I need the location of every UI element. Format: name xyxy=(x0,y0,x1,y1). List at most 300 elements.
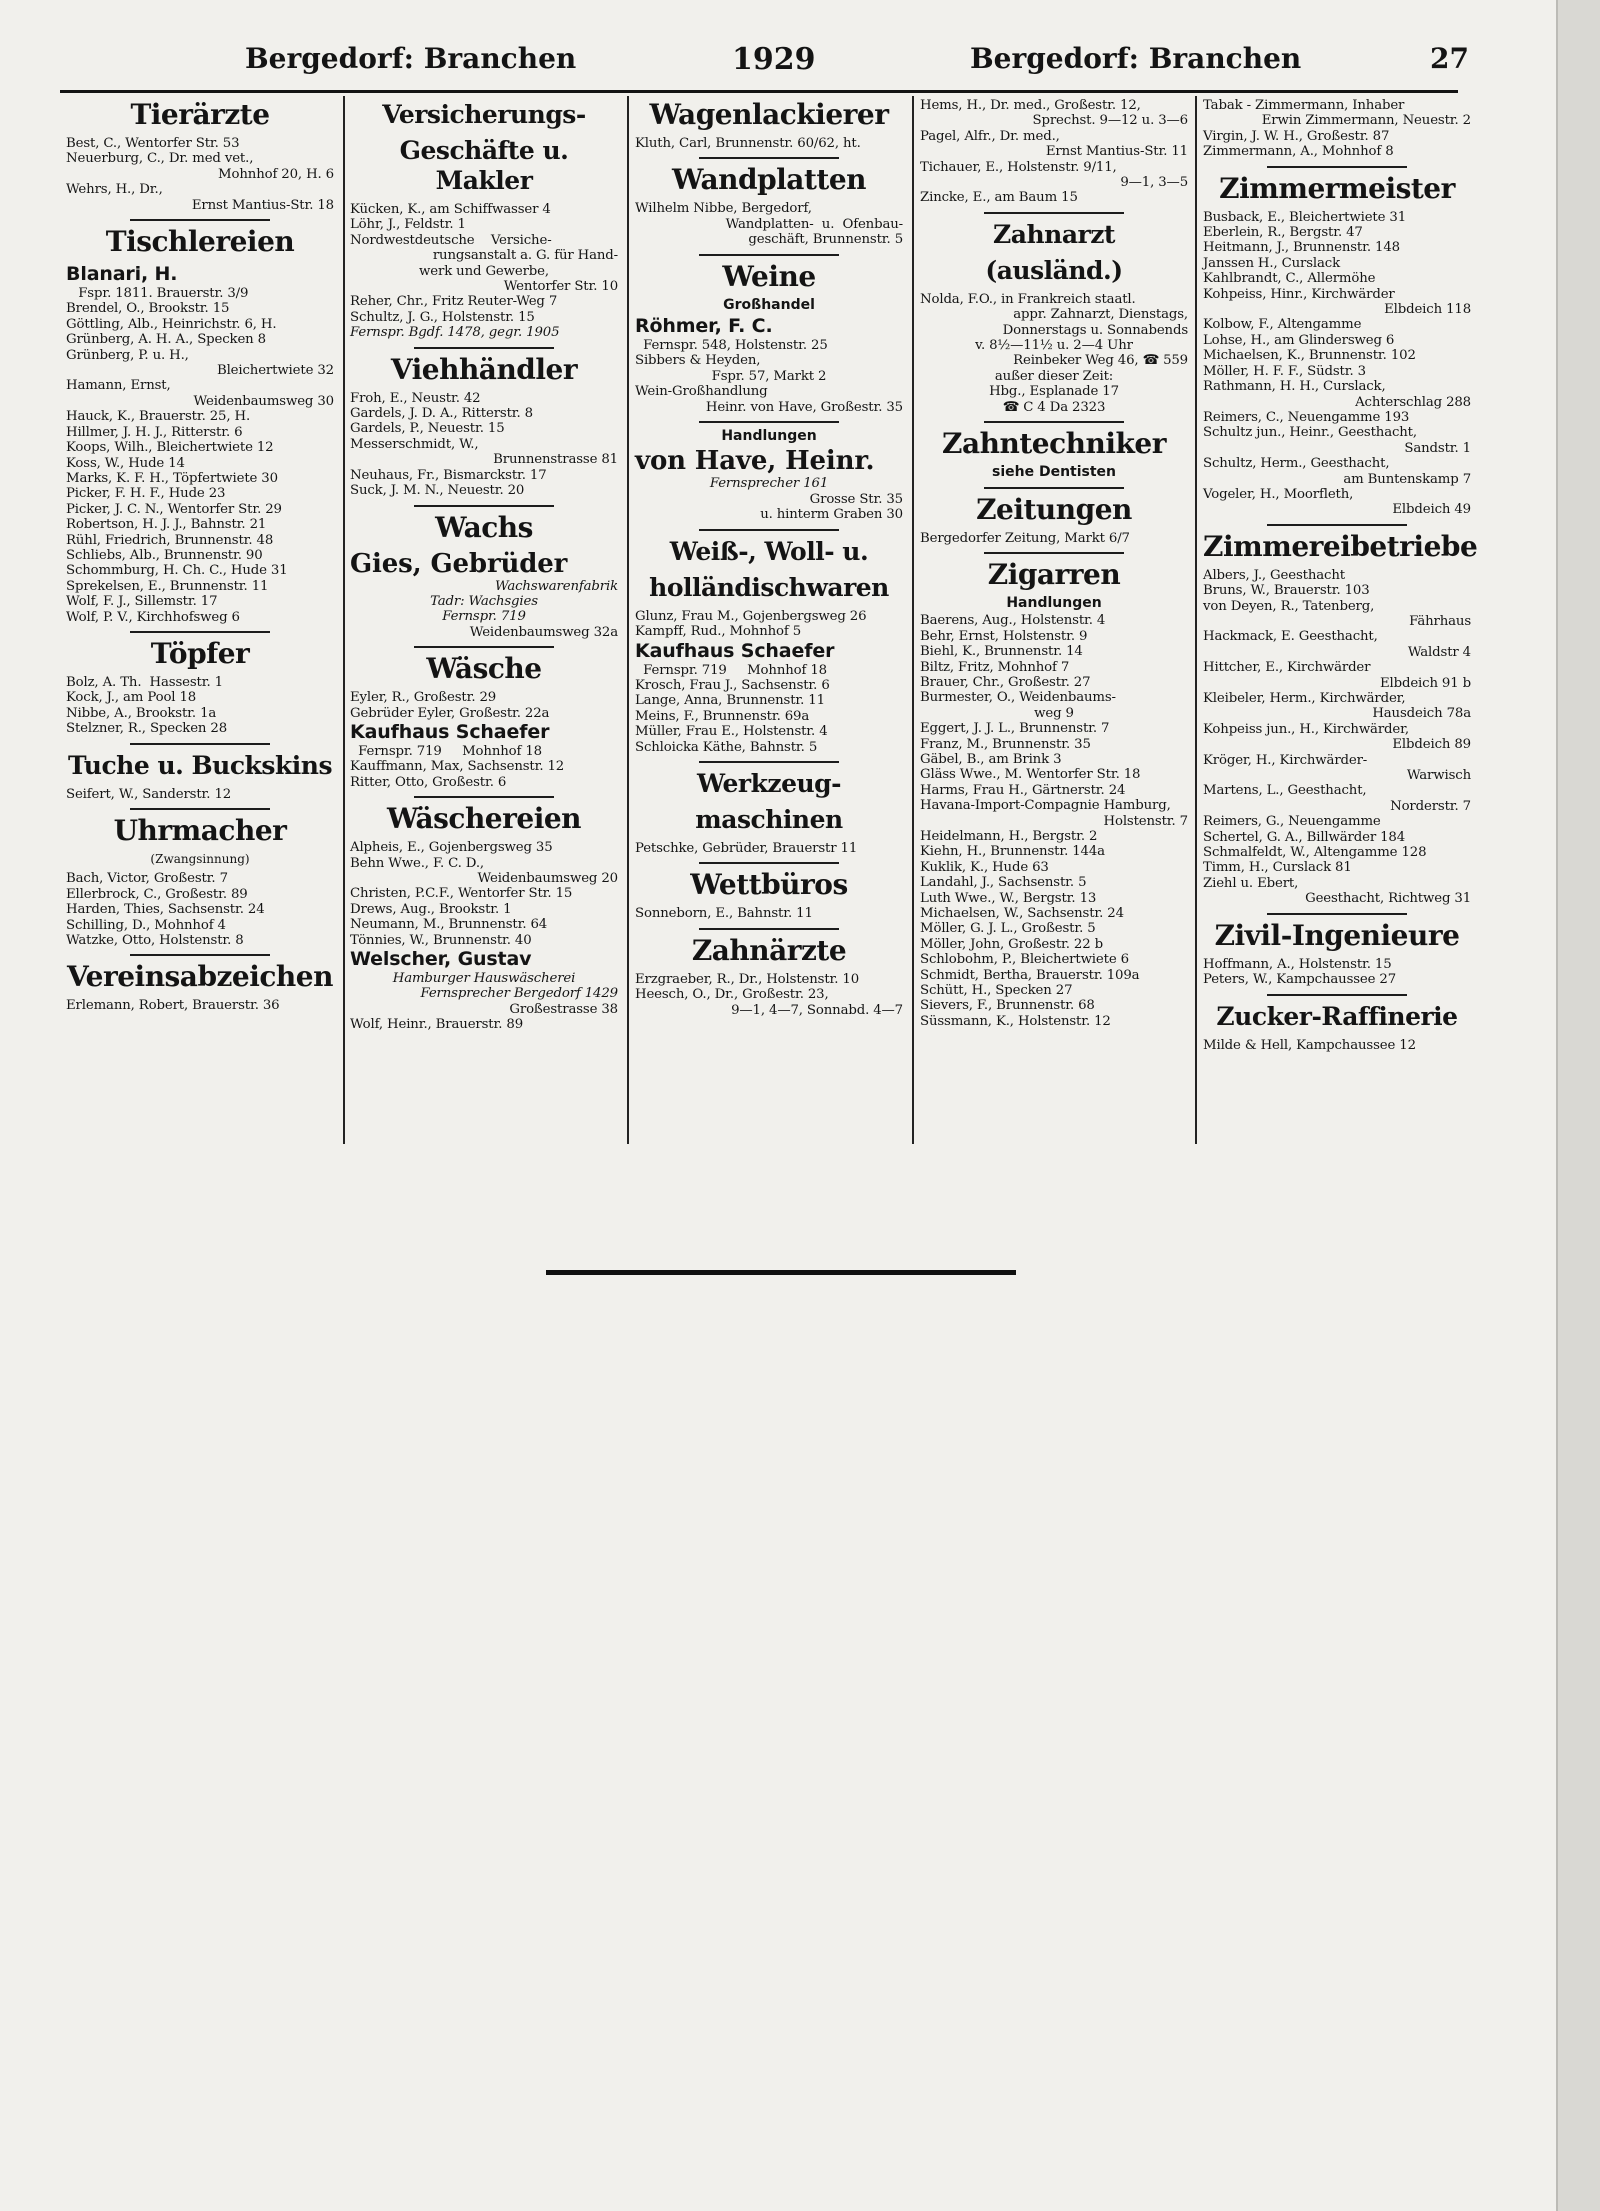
directory-entry: Fernspr. 548, Holstenstr. 25 xyxy=(635,338,828,354)
directory-entry: von Deyen, R., Tatenberg, xyxy=(1203,598,1375,614)
section-rule xyxy=(699,928,839,930)
directory-entry: Martens, L., Geesthacht, xyxy=(1203,783,1367,799)
directory-entry: Koss, W., Hude 14 xyxy=(66,455,185,471)
directory-entry: von Have, Heinr. xyxy=(635,446,875,477)
section-heading: Wachs xyxy=(435,510,533,544)
directory-entry: Kock, J., am Pool 18 xyxy=(66,690,197,706)
directory-entry: Janssen H., Curslack xyxy=(1203,255,1341,271)
section xyxy=(1203,171,1471,518)
section-subheading: Handlungen xyxy=(721,428,817,445)
directory-entry: Schertel, G. A., Billwärder 184 xyxy=(1203,829,1406,845)
directory-entry: Gies, Gebrüder xyxy=(350,548,568,579)
directory-entry: außer dieser Zeit: xyxy=(994,368,1114,384)
section xyxy=(1203,98,1471,160)
directory-entry: Kröger, H., Kirchwärder- xyxy=(1203,752,1368,768)
directory-entry: Tönnies, W., Brunnenstr. 40 xyxy=(350,932,532,948)
section-rule xyxy=(414,347,554,349)
page-header xyxy=(60,38,1469,82)
directory-entry: Schlobohm, P., Bleichertwiete 6 xyxy=(920,952,1129,968)
directory-entry: Bolz, A. Th. Hassestr. 1 xyxy=(66,674,223,690)
directory-entry: Nolda, F.O., in Frankreich staatl. xyxy=(920,291,1136,307)
section-subheading: Handlungen xyxy=(1006,594,1102,611)
directory-entry: Kohpeiss jun., H., Kirchwärder, xyxy=(1203,721,1409,737)
directory-entry: Ziehl u. Ebert, xyxy=(1203,875,1299,891)
directory-entry: Bruns, W., Brauerstr. 103 xyxy=(1203,583,1370,599)
directory-entry: rungsanstalt a. G. für Hand- xyxy=(432,248,618,264)
section-heading: Töpfer xyxy=(150,636,250,670)
directory-entry: Lohse, H., am Glindersweg 6 xyxy=(1203,332,1395,348)
directory-entry: Zimmermann, A., Mohnhof 8 xyxy=(1203,144,1394,160)
directory-entry: Kahlbrandt, C., Allermöhe xyxy=(1203,271,1376,287)
directory-entry: Röhmer, F. C. xyxy=(635,315,773,338)
section-heading: Zeitungen xyxy=(976,492,1132,526)
column-divider xyxy=(343,96,345,1144)
directory-entry: Wolf, Heinr., Brauerstr. 89 xyxy=(350,1017,524,1033)
section-heading: Zahnarzt xyxy=(993,219,1115,249)
header-year: 1929 xyxy=(732,42,816,77)
directory-column-2 xyxy=(350,98,618,1033)
section-heading: maschinen xyxy=(695,804,843,834)
page-number: 27 xyxy=(1430,42,1469,75)
section xyxy=(350,510,618,641)
section xyxy=(635,259,903,415)
directory-entry: Kücken, K., am Schiffwasser 4 xyxy=(350,202,551,217)
page-edge xyxy=(1556,0,1600,2211)
directory-entry: Watzke, Otto, Holstenstr. 8 xyxy=(66,933,244,949)
directory-entry: Michaelsen, W., Sachsenstr. 24 xyxy=(920,906,1124,922)
closing-rule xyxy=(546,1270,1016,1275)
section-heading: Zucker-Raffinerie xyxy=(1216,1001,1458,1031)
directory-entry: Biltz, Fritz, Mohnhof 7 xyxy=(920,659,1070,675)
directory-entry: Gardels, J. D. A., Ritterstr. 8 xyxy=(350,406,533,422)
directory-entry: Seifert, W., Sanderstr. 12 xyxy=(66,786,232,802)
directory-entry: Luth Wwe., W., Bergstr. 13 xyxy=(920,890,1097,906)
directory-entry: 9—1, 4—7, Sonnabd. 4—7 xyxy=(731,1002,903,1018)
directory-entry: Sandstr. 1 xyxy=(1404,440,1471,456)
section-rule xyxy=(984,421,1124,423)
section-heading: (ausländ.) xyxy=(985,255,1123,285)
section xyxy=(66,962,334,1013)
directory-entry: Donnerstags u. Sonnabends xyxy=(1002,322,1188,338)
section xyxy=(920,492,1188,546)
directory-entry: werk und Gewerbe, xyxy=(419,263,549,279)
directory-entry: Best, C., Wentorfer Str. 53 xyxy=(66,136,240,151)
directory-entry: Krosch, Frau J., Sachsenstr. 6 xyxy=(635,677,830,693)
directory-entry: Busback, E., Bleichertwiete 31 xyxy=(1203,209,1407,225)
directory-entry: Tichauer, E., Holstenstr. 9/11, xyxy=(920,159,1117,175)
directory-entry: weg 9 xyxy=(1034,705,1074,721)
section xyxy=(920,98,1188,206)
header-right-title: Bergedorf: Branchen xyxy=(970,42,1302,75)
directory-entry: Brunnenstrasse 81 xyxy=(493,452,618,468)
directory-entry: Bleichertwiete 32 xyxy=(216,363,334,379)
directory-entry: Erwin Zimmermann, Neuestr. 2 xyxy=(1261,113,1471,129)
directory-entry: Fernsprecher Bergedorf 1429 xyxy=(420,986,618,1002)
directory-entry: Peters, W., Kampchaussee 27 xyxy=(1203,972,1397,988)
directory-entry: Schloicka Käthe, Bahnstr. 5 xyxy=(635,739,818,755)
directory-entry: Hillmer, J. H. J., Ritterstr. 6 xyxy=(66,424,243,440)
directory-entry: Vogeler, H., Moorfleth, xyxy=(1203,486,1354,502)
directory-entry: Schütt, H., Specken 27 xyxy=(920,983,1073,999)
directory-entry: Hems, H., Dr. med., Großestr. 12, xyxy=(920,98,1141,113)
directory-entry: Hamburger Hauswäscherei xyxy=(392,971,576,986)
directory-entry: Glunz, Frau M., Gojenbergsweg 26 xyxy=(635,608,867,624)
directory-entry: Schultz, Herm., Geesthacht, xyxy=(1203,456,1390,472)
directory-entry: Wolf, F. J., Sillemstr. 17 xyxy=(66,594,218,610)
directory-entry: Harden, Thies, Sachsenstr. 24 xyxy=(66,902,265,918)
directory-entry: Fernspr. 719 Mohnhof 18 xyxy=(350,743,542,759)
section xyxy=(635,537,903,755)
directory-entry: Fernsprecher 161 xyxy=(709,476,829,492)
section xyxy=(350,654,618,790)
section-rule xyxy=(699,761,839,763)
column-divider xyxy=(912,96,914,1144)
directory-entry: Eyler, R., Großestr. 29 xyxy=(350,690,497,706)
directory-entry: Blanari, H. xyxy=(66,263,178,286)
directory-entry: Havana-Import-Compagnie Hamburg, xyxy=(920,798,1171,814)
directory-entry: Stelzner, R., Specken 28 xyxy=(66,721,228,737)
column-divider xyxy=(627,96,629,1144)
section-heading: Wäschereien xyxy=(386,802,581,836)
directory-entry: Gäbel, B., am Brink 3 xyxy=(920,751,1062,767)
section-rule xyxy=(1267,994,1407,996)
directory-entry: Baerens, Aug., Holstenstr. 4 xyxy=(920,613,1106,629)
directory-entry: Schmalfeldt, W., Altengamme 128 xyxy=(1203,845,1427,861)
directory-entry: Eggert, J. J. L., Brunnenstr. 7 xyxy=(920,721,1110,737)
section-heading: Versicherungs- xyxy=(382,100,586,129)
section-rule xyxy=(699,529,839,531)
directory-entry: Tabak - Zimmermann, Inhaber xyxy=(1203,98,1405,113)
directory-entry: Ernst Mantius-Str. 18 xyxy=(191,197,334,213)
section-rule xyxy=(984,212,1124,214)
directory-column-1 xyxy=(66,98,334,1014)
section xyxy=(635,870,903,921)
directory-entry: Alpheis, E., Gojenbergsweg 35 xyxy=(350,840,553,856)
directory-entry: Kohpeiss, Hinr., Kirchwärder xyxy=(1203,286,1395,302)
directory-entry: Timm, H., Curslack 81 xyxy=(1203,860,1352,876)
directory-entry: Fspr. 57, Markt 2 xyxy=(711,368,827,384)
column-divider xyxy=(1195,96,1197,1144)
directory-entry: Zincke, E., am Baum 15 xyxy=(920,190,1078,206)
section-rule xyxy=(130,219,270,221)
directory-entry: 9—1, 3—5 xyxy=(1120,175,1188,191)
directory-entry: ☎ C 4 Da 2323 xyxy=(1002,399,1106,415)
directory-entry: Reimers, G., Neuengamme xyxy=(1203,814,1381,830)
section xyxy=(635,100,903,151)
directory-entry: Erlemann, Robert, Brauerstr. 36 xyxy=(66,998,280,1014)
directory-entry: Fernspr. Bgdf. 1478, gegr. 1905 xyxy=(350,325,560,341)
directory-entry: Göttling, Alb., Heinrichstr. 6, H. xyxy=(66,316,277,332)
directory-entry: Hausdeich 78a xyxy=(1372,706,1471,722)
directory-entry: Schultz, J. G., Holstenstr. 15 xyxy=(350,309,535,325)
directory-entry: Großestrasse 38 xyxy=(509,1001,618,1017)
directory-entry: Heitmann, J., Brunnenstr. 148 xyxy=(1203,240,1400,256)
directory-entry: Schmidt, Bertha, Brauerstr. 109a xyxy=(920,967,1140,983)
directory-entry: Harms, Frau H., Gärtnerstr. 24 xyxy=(920,782,1126,798)
directory-entry: Hoffmann, A., Holstenstr. 15 xyxy=(1203,956,1392,972)
directory-entry: Virgin, J. W. H., Großestr. 87 xyxy=(1203,128,1390,144)
directory-entry: Brendel, O., Brookstr. 15 xyxy=(66,301,230,317)
section-rule xyxy=(414,646,554,648)
directory-entry: Elbdeich 91 b xyxy=(1379,675,1471,691)
directory-entry: Geesthacht, Richtweg 31 xyxy=(1305,891,1471,907)
directory-entry: Süssmann, K., Holstenstr. 12 xyxy=(920,1013,1111,1029)
section-rule xyxy=(699,254,839,256)
directory-entry: Gardels, P., Neuestr. 15 xyxy=(350,421,505,437)
directory-entry: Grünberg, A. H. A., Specken 8 xyxy=(66,332,266,348)
directory-entry: Brauer, Chr., Großestr. 27 xyxy=(920,674,1091,690)
directory-entry: Heidelmann, H., Bergstr. 2 xyxy=(920,829,1098,844)
section-rule xyxy=(414,505,554,507)
section-heading: Zahntechniker xyxy=(942,427,1166,461)
directory-entry: Grünberg, P. u. H., xyxy=(66,347,189,363)
section-rule xyxy=(414,796,554,798)
directory-entry: Reher, Chr., Fritz Reuter-Weg 7 xyxy=(350,294,558,310)
directory-entry: Mohnhof 20, H. 6 xyxy=(218,166,334,182)
section-heading: Geschäfte u. Makler xyxy=(399,136,569,195)
section xyxy=(350,352,618,499)
directory-entry: Möller, H. F. F., Südstr. 3 xyxy=(1203,363,1366,379)
directory-entry: Nibbe, A., Brookstr. 1a xyxy=(66,705,217,721)
section xyxy=(66,100,334,213)
directory-entry: u. hinterm Graben 30 xyxy=(760,507,903,523)
section-rule xyxy=(1267,913,1407,915)
directory-entry: v. 8½—11½ u. 2—4 Uhr xyxy=(975,338,1133,354)
directory-entry: Rühl, Friedrich, Brunnenstr. 48 xyxy=(66,532,274,548)
section xyxy=(920,429,1188,480)
section-heading: Viehhändler xyxy=(390,352,578,386)
directory-entry: Wein-Großhandlung xyxy=(635,384,768,400)
directory-entry: Wehrs, H., Dr., xyxy=(66,182,163,198)
directory-entry: Fspr. 1811. Brauerstr. 3/9 xyxy=(66,286,249,302)
section-heading: Zivil-Ingenieure xyxy=(1214,918,1460,952)
section-rule xyxy=(1267,524,1407,526)
section-heading: Zimmermeister xyxy=(1219,171,1455,205)
directory-entry: Messerschmidt, W., xyxy=(350,436,479,452)
directory-entry: Warwisch xyxy=(1406,768,1471,784)
directory-entry: Sonneborn, E., Bahnstr. 11 xyxy=(635,906,813,922)
section xyxy=(1203,529,1478,907)
directory-entry: Neumann, M., Brunnenstr. 64 xyxy=(350,917,548,933)
directory-entry: Neuerburg, C., Dr. med vet., xyxy=(66,151,254,167)
directory-entry: Heesch, O., Dr., Großestr. 23, xyxy=(635,987,829,1003)
header-left-title: Bergedorf: Branchen xyxy=(245,42,577,75)
section-rule xyxy=(1267,166,1407,168)
section xyxy=(635,933,903,1018)
directory-entry: Ellerbrock, C., Großestr. 89 xyxy=(66,886,248,902)
section-heading: Vereinsabzeichen xyxy=(67,960,333,994)
directory-entry: Behn Wwe., F. C. D., xyxy=(350,855,484,871)
directory-entry: Reimers, C., Neuengamme 193 xyxy=(1203,409,1410,425)
section-heading: holländischwaren xyxy=(649,572,889,602)
section xyxy=(635,769,903,856)
directory-entry: Achterschlag 288 xyxy=(1355,394,1471,410)
section-rule xyxy=(130,954,270,956)
directory-entry: Eberlein, R., Bergstr. 47 xyxy=(1203,225,1363,241)
directory-entry: Burmester, O., Weidenbaums- xyxy=(920,690,1116,706)
directory-entry: Pagel, Alfr., Dr. med., xyxy=(920,128,1060,144)
directory-entry: Löhr, J., Feldstr. 1 xyxy=(350,217,466,233)
directory-entry: Michaelsen, K., Brunnenstr. 102 xyxy=(1203,348,1416,364)
section-rule xyxy=(699,421,839,423)
directory-entry: Kiehn, H., Brunnenstr. 144a xyxy=(920,844,1105,860)
directory-entry: Behr, Ernst, Holstenstr. 9 xyxy=(920,628,1088,644)
directory-entry: Marks, K. F. H., Töpfertwiete 30 xyxy=(66,470,278,486)
directory-entry: Tadr: Wachsgies xyxy=(430,593,538,609)
directory-entry: Picker, F. H. F., Hude 23 xyxy=(66,486,226,502)
directory-entry: Schliebs, Alb., Brunnenstr. 90 xyxy=(66,547,263,563)
directory-entry: Elbdeich 118 xyxy=(1384,302,1471,318)
directory-entry: Kaufhaus Schaefer xyxy=(635,639,835,662)
directory-entry: Hackmack, E. Geesthacht, xyxy=(1203,629,1378,645)
directory-entry: Kauffmann, Max, Sachsenstr. 12 xyxy=(350,759,565,775)
directory-entry: geschäft, Brunnenstr. 5 xyxy=(748,232,903,248)
section xyxy=(1203,918,1471,988)
section-heading: Wagenlackierer xyxy=(649,98,889,131)
directory-entry: Sievers, F., Brunnenstr. 68 xyxy=(920,998,1095,1014)
section-heading: Tuche u. Buckskins xyxy=(67,750,333,780)
directory-entry: Erzgraeber, R., Dr., Holstenstr. 10 xyxy=(635,971,860,987)
section-note: (Zwangsinnung) xyxy=(150,852,250,866)
header-rule xyxy=(60,90,1458,93)
section-heading: Tischlereien xyxy=(105,225,295,259)
section-rule xyxy=(130,808,270,810)
directory-entry: Gebrüder Eyler, Großestr. 22a xyxy=(350,705,550,721)
directory-entry: appr. Zahnarzt, Dienstags, xyxy=(1013,307,1188,323)
directory-entry: Fernspr. 719 Mohnhof 18 xyxy=(635,662,827,678)
directory-entry: Christen, P.C.F., Wentorfer Str. 15 xyxy=(350,886,573,902)
directory-entry: Kolbow, F., Altengamme xyxy=(1203,317,1362,333)
directory-entry: Schultz jun., Heinr., Geesthacht, xyxy=(1203,425,1417,441)
directory-entry: Wilhelm Nibbe, Bergedorf, xyxy=(635,201,812,217)
directory-entry: Ernst Mantius-Str. 11 xyxy=(1045,144,1188,160)
directory-entry: Schommburg, H. Ch. C., Hude 31 xyxy=(66,563,288,579)
directory-entry: am Buntenskamp 7 xyxy=(1343,471,1471,487)
section xyxy=(350,804,618,1032)
section-rule xyxy=(130,631,270,633)
directory-entry: Milde & Hell, Kampchaussee 12 xyxy=(1203,1037,1416,1053)
directory-entry: Ritter, Otto, Großestr. 6 xyxy=(350,774,507,790)
directory-entry: Grosse Str. 35 xyxy=(809,491,903,507)
directory-entry: Möller, G. J. L., Großestr. 5 xyxy=(920,921,1096,937)
directory-entry: Elbdeich 49 xyxy=(1392,502,1471,518)
section-heading: Zimmereibetriebe xyxy=(1203,529,1478,563)
directory-entry: Froh, E., Neustr. 42 xyxy=(350,390,481,406)
section-rule xyxy=(984,487,1124,489)
directory-entry: Koops, Wilh., Bleichertwiete 12 xyxy=(66,440,274,456)
directory-entry: Weidenbaumsweg 32a xyxy=(469,624,618,640)
directory-entry: Bergedorfer Zeitung, Markt 6/7 xyxy=(920,530,1130,546)
directory-entry: Weidenbaumsweg 20 xyxy=(477,870,618,886)
directory-entry: Kleibeler, Herm., Kirchwärder, xyxy=(1203,691,1406,706)
directory-entry: Heinr. von Have, Großestr. 35 xyxy=(705,399,903,415)
directory-entry: Meins, F., Brunnenstr. 69a xyxy=(635,708,810,724)
directory-entry: Nordwestdeutsche Versiche- xyxy=(350,232,552,248)
section-heading: Zigarren xyxy=(987,557,1121,591)
directory-column-5 xyxy=(1203,98,1478,1053)
directory-entry: Hamann, Ernst, xyxy=(66,378,171,394)
directory-entry: Hauck, K., Brauerstr. 25, H. xyxy=(66,409,251,425)
section xyxy=(350,100,618,341)
section-heading: Zahnärzte xyxy=(691,933,847,967)
directory-entry: Sprechst. 9—12 u. 3—6 xyxy=(1032,113,1188,129)
directory-entry: Hbg., Esplanade 17 xyxy=(989,384,1119,400)
section xyxy=(66,227,334,625)
directory-entry: Wentorfer Str. 10 xyxy=(503,279,618,295)
directory-entry: Biehl, K., Brunnenstr. 14 xyxy=(920,644,1083,660)
directory-entry: Franz, M., Brunnenstr. 35 xyxy=(920,736,1091,752)
section-heading: Wettbüros xyxy=(690,868,848,902)
directory-entry: Fernspr. 719 xyxy=(442,609,526,625)
section xyxy=(635,429,903,523)
section xyxy=(1203,1002,1471,1053)
directory-entry: Bach, Victor, Großestr. 7 xyxy=(66,871,228,887)
page-edge-line xyxy=(1556,0,1558,2211)
directory-entry: Kuklik, K., Hude 63 xyxy=(920,859,1049,875)
directory-entry: Welscher, Gustav xyxy=(350,948,532,970)
directory-entry: Wandplatten- u. Ofenbau- xyxy=(725,216,903,232)
directory-entry: Kaufhaus Schaefer xyxy=(350,720,550,743)
directory-entry: Wolf, P. V., Kirchhofsweg 6 xyxy=(66,609,240,625)
directory-entry: Schilling, D., Mohnhof 4 xyxy=(66,917,226,933)
section-heading: Uhrmacher xyxy=(113,814,287,847)
section-subheading: siehe Dentisten xyxy=(991,464,1117,481)
directory-column-3 xyxy=(635,98,903,1018)
directory-entry: Kluth, Carl, Brunnenstr. 60/62, ht. xyxy=(635,136,861,151)
directory-entry: Müller, Frau E., Holstenstr. 4 xyxy=(635,724,828,740)
directory-entry: Drews, Aug., Brookstr. 1 xyxy=(350,901,512,917)
section-heading: Werkzeug- xyxy=(696,768,842,798)
directory-entry: Waldstr 4 xyxy=(1407,644,1471,660)
section xyxy=(920,220,1188,415)
section-rule xyxy=(699,157,839,159)
directory-entry: Wachswarenfabrik xyxy=(495,578,618,594)
section-subheading: Großhandel xyxy=(723,296,815,313)
section xyxy=(66,751,334,802)
directory-entry: Neuhaus, Fr., Bismarckstr. 17 xyxy=(350,467,547,483)
directory-entry: Robertson, H. J. J., Bahnstr. 21 xyxy=(66,517,267,533)
directory-entry: Elbdeich 89 xyxy=(1392,737,1471,753)
section-heading: Weine xyxy=(722,259,816,293)
section-rule xyxy=(984,552,1124,554)
directory-entry: Rathmann, H. H., Curslack, xyxy=(1203,379,1386,395)
directory-entry: Kampff, Rud., Mohnhof 5 xyxy=(635,624,802,640)
section xyxy=(635,165,903,247)
directory-entry: Landahl, J., Sachsenstr. 5 xyxy=(920,875,1087,891)
directory-entry: Sibbers & Heyden, xyxy=(635,353,761,369)
section xyxy=(920,557,1188,1029)
directory-entry: Holstenstr. 7 xyxy=(1103,813,1188,829)
section-heading: Wäsche xyxy=(426,652,542,686)
directory-entry: Norderstr. 7 xyxy=(1390,798,1471,814)
directory-entry: Weidenbaumsweg 30 xyxy=(193,393,334,409)
section-heading: Tierärzte xyxy=(130,98,270,131)
directory-entry: Picker, J. C. N., Wentorfer Str. 29 xyxy=(66,501,282,517)
directory-entry: Sprekelsen, E., Brunnenstr. 11 xyxy=(66,578,269,594)
directory-column-4 xyxy=(920,98,1188,1029)
section-heading: Wandplatten xyxy=(672,163,866,197)
directory-entry: Petschke, Gebrüder, Brauerstr 11 xyxy=(635,840,858,856)
section xyxy=(66,636,334,737)
directory-entry: Lange, Anna, Brunnenstr. 11 xyxy=(635,693,825,709)
section-heading: Weiß-, Woll- u. xyxy=(669,536,869,566)
section-rule xyxy=(699,862,839,864)
directory-entry: Möller, John, Großestr. 22 b xyxy=(920,936,1103,952)
directory-entry: Reinbeker Weg 46, ☎ 559 xyxy=(1013,353,1188,369)
directory-entry: Albers, J., Geesthacht xyxy=(1203,567,1345,583)
section-rule xyxy=(130,743,270,745)
directory-entry: Suck, J. M. N., Neuestr. 20 xyxy=(350,483,525,499)
